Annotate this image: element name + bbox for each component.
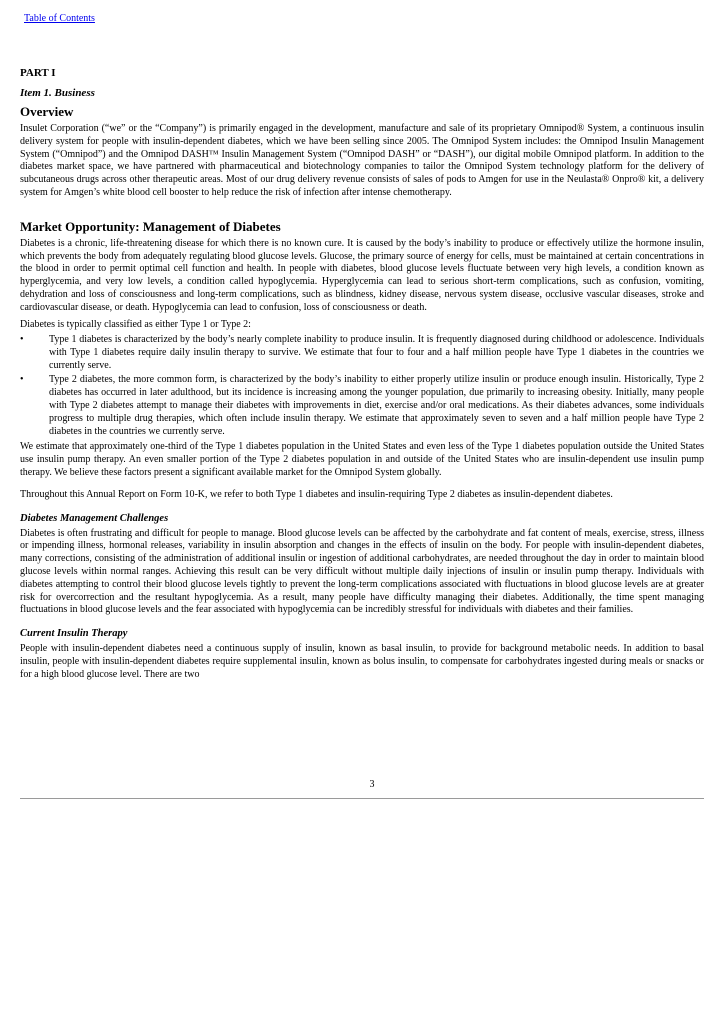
- market-opportunity-heading: Market Opportunity: Management of Diabetes: [20, 218, 281, 234]
- item-heading: Item 1. Business: [20, 87, 95, 99]
- challenges-paragraph: Diabetes is often frustrating and difficult for people to manage. Blood glucose levels can be affected by the carbohydrate and fat content of meals, exercise, stress, illness or impending illness, hormonal releases, variability in insulin absorption and changes in the effects of insulin on the body. For people with insulin-dependent diabetes, many corrections, consisting of the administration of additional insulin or ingestion of additional carbohydrates, are needed throughout the day in order to maintain blood glucose levels within normal ranges. Achieving this result can be very difficult without multiple daily injections of insulin or insulin pump therapy. Individuals with diabetes attempting to control their blood glucose levels tightly to prevent the long-term complications associated with fluctuations in blood glucose levels are at greater risk for overcorrection and the resultant hypoglycemia. As a result, many people have difficulty managing their diabetes. Additionally, the time spent managing fluctuations in blood glucose levels and the fear associated with hypoglycemia can be incredibly stressful for individuals with diabetes and their families.: [20, 527, 704, 616]
- page-divider: [20, 798, 704, 799]
- market-paragraph-3: We estimate that approximately one-third of the Type 1 diabetes population in the United States and even less of the Type 1 diabetes population outside the United States use insulin pump therapy. An even smaller portion of the Type 2 diabetes population in and outside of the United States who are insulin-dependent use insulin pump therapy. We believe these factors present a significant available market for the Omnipod System globally.: [20, 441, 704, 478]
- diabetes-type-list: [20, 334, 704, 438]
- table-of-contents-link[interactable]: Table of Contents: [24, 13, 95, 24]
- list-item-text: Type 1 diabetes is characterized by the body’s nearly complete inability to produce insulin. It is frequently diagnosed during childhood or adolescence. Individuals with Type 1 diabetes require daily insulin therapy to survive. We estimate that four to four and a half million people have Type 1 diabetes in the countries we currently serve.: [49, 334, 704, 371]
- overview-heading: Overview: [20, 104, 74, 119]
- insulin-therapy-heading: Current Insulin Therapy: [20, 628, 128, 640]
- page-number: 3: [369, 779, 375, 790]
- bullet-marker: •: [20, 374, 24, 386]
- document-body: [20, 104, 704, 681]
- list-item-text: Type 2 diabetes, the more common form, is characterized by the body’s inability to either properly utilize insulin or produce enough insulin. Historically, Type 2 diabetes has occurred in later adulthood, but its incidence is increasing among the younger population, due primarily to increasing obesity. Initially, many people with Type 2 diabetes attempt to manage their diabetes with improvements in diet, exercise and/or oral medications. As their diabetes advances, some individuals progress to multiple drug therapies, which often include insulin therapy. We estimate that approximately seven to seven and a half million people have Type 2 diabetes in the countries we currently serve.: [49, 374, 704, 437]
- bullet-marker: •: [20, 334, 24, 346]
- market-paragraph-1: Diabetes is a chronic, life-threatening disease for which there is no known cure. It is caused by the body’s inability to produce or effectively utilize the hormone insulin, which prevents the body from adequately regulating blood glucose levels. Glucose, the primary source of energy for cells, must be maintained at certain concentrations in the blood in order to permit optimal cell function and health. In people with diabetes, blood glucose levels fluctuate between very high levels, a condition known as hyperglycemia, and very low levels, a condition called hypoglycemia. Hyperglycemia can lead to serious short-term complications, such as confusion, vomiting, dehydration and loss of consciousness and long-term complications, such as blindness, kidney disease, nervous system disease, occlusive vascular diseases, stroke and cardiovascular disease, or death. Hypoglycemia can lead to confusion, loss of consciousness or death.: [20, 237, 704, 313]
- market-paragraph-2: Diabetes is typically classified as either Type 1 or Type 2:: [20, 318, 251, 330]
- part-heading: PART I: [20, 67, 56, 79]
- insulin-therapy-paragraph: People with insulin-dependent diabetes need a continuous supply of insulin, known as basal insulin, to provide for background metabolic needs. In addition to basal insulin, people with insulin-dependent diabetes require supplemental insulin, known as bolus insulin, to compensate for carbohydrates ingested during meals or snacks or for a high blood glucose level. There are two: [20, 643, 704, 680]
- overview-paragraph: Insulet Corporation (“we” or the “Company”) is primarily engaged in the development, manufacture and sale of its proprietary Omnipod® System, a continuous insulin delivery system for people with insulin-dependent diabetes, which we have been selling since 2005. The Omnipod System includes: the Omnipod Insulin Management System (“Omnipod”) and the Omnipod DASH™ Insulin Management System (“Omnipod DASH” or “DASH”), our digital mobile Omnipod platform. In addition to the diabetes market space, we have partnered with pharmaceutical and biotechnology companies to tailor the Omnipod System technology platform for the delivery of subcutaneous drugs across other therapeutic areas. Most of our drug delivery revenue consists of sales of pods to Amgen for use in the Neulasta® Onpro® kit, a delivery system for Amgen’s white blood cell booster to help reduce the risk of infection after intense chemotherapy.: [20, 123, 704, 198]
- list-item: [20, 334, 704, 372]
- list-item: [20, 374, 704, 438]
- challenges-heading: Diabetes Management Challenges: [20, 512, 169, 524]
- market-paragraph-4: Throughout this Annual Report on Form 10-K, we refer to both Type 1 diabetes and insulin-requiring Type 2 diabetes as insulin-dependent diabetes.: [20, 488, 613, 500]
